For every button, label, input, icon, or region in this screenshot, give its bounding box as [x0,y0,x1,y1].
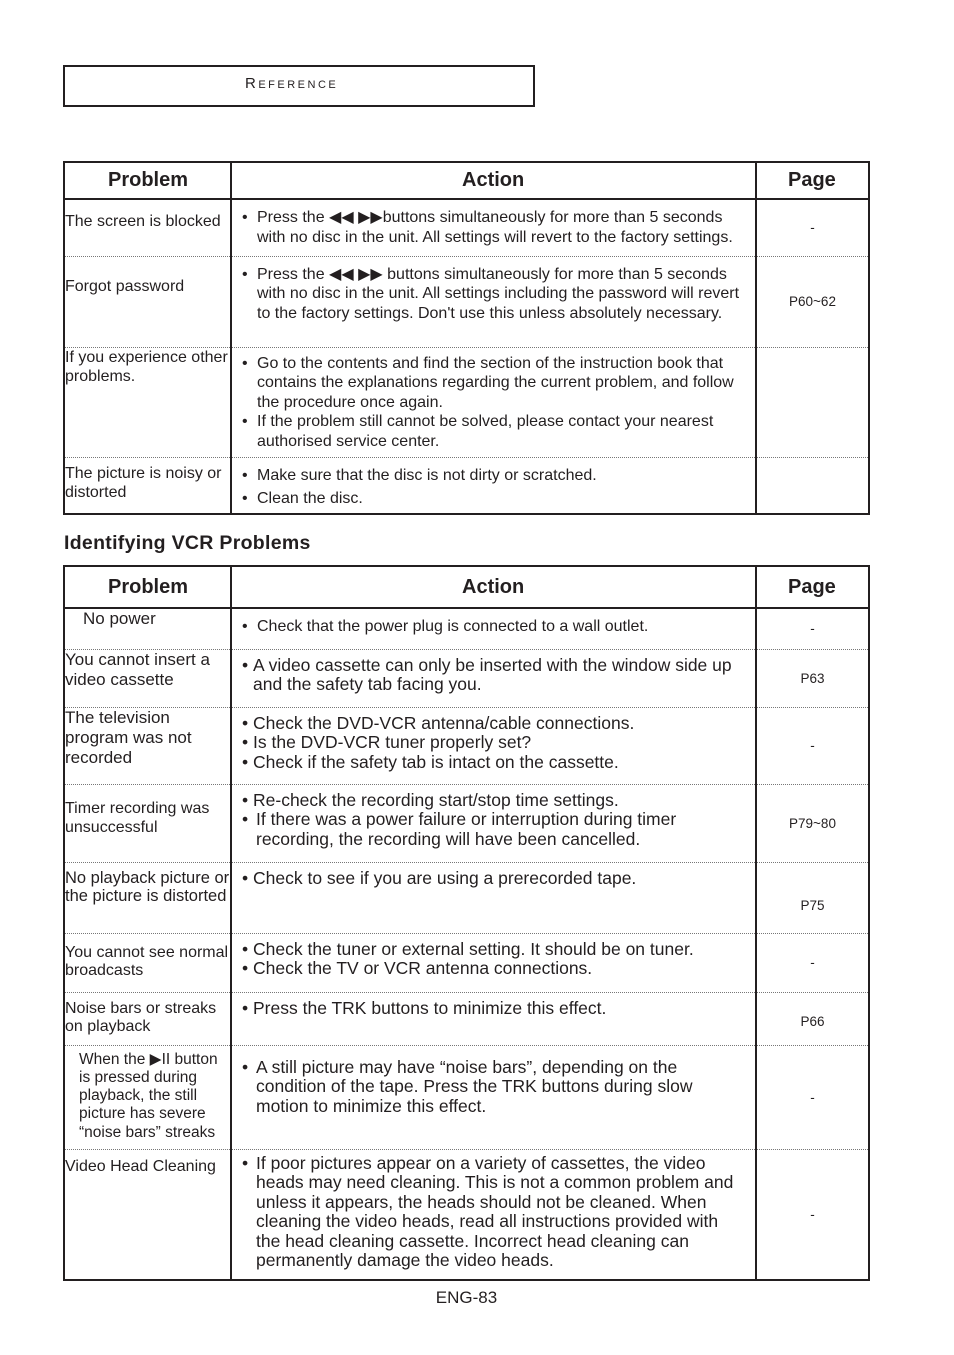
action-list [232,650,755,695]
reference-header-box [63,65,535,107]
page-cell: - [756,933,869,992]
problem-cell: You cannot insert a video cassette [64,649,231,707]
action-item: • If there was a power failure or interruption during timer recording, the recording will have been cancelled. [242,810,747,849]
table-header-row [64,566,869,608]
problem-column-header: Problem [64,566,231,608]
action-list [232,348,755,452]
action-list [232,934,755,979]
page-number: ENG-83 [435,1288,498,1307]
problem-cell: The television program was not recorded [64,707,231,784]
section-heading: Identifying VCR Problems [64,532,311,554]
dvd-troubleshooting-table [63,161,870,515]
table-row [64,347,869,457]
action-cell [231,347,756,457]
page-cell: - [756,1045,869,1149]
action-cell [231,784,756,862]
action-item: • Is the DVD-VCR tuner properly set? [242,733,747,753]
table-row [64,992,869,1045]
table-row [64,1045,869,1149]
problem-cell: Noise bars or streaks on playback [64,992,231,1045]
table-header-row [64,162,869,199]
action-item: • Clean the disc. [242,489,747,509]
action-cell [231,649,756,707]
action-column-header: Action [231,162,756,199]
action-list [232,863,755,889]
action-item: • Check to see if you are using a prerecorded tape. [242,869,747,889]
action-item: • A video cassette can only be inserted with the window side up and the safety tab facing you. [242,656,747,695]
action-item: • Press the ◀◀ ▶▶buttons simultaneously for more than 5 seconds with no disc in the unit. All settings will revert to the factory settings. [242,208,747,247]
page-cell: P66 [756,992,869,1045]
problem-cell: The screen is blocked [64,199,231,256]
action-cell [231,199,756,256]
action-list [232,458,755,509]
vcr-troubleshooting-table [63,565,870,1281]
action-list [232,993,755,1019]
table-row [64,862,869,933]
page-cell: P63 [756,649,869,707]
table-row [64,933,869,992]
problem-cell: No playback picture or the picture is distorted [64,862,231,933]
action-cell [231,862,756,933]
action-item: • Press the TRK buttons to minimize this effect. [242,999,747,1019]
problem-cell: Forgot password [64,256,231,347]
problem-cell: When the ▶II button is pressed during playback, the still picture has severe “noise bars” streaks [64,1045,231,1149]
problem-cell: No power [64,608,231,649]
action-item: • Check the TV or VCR antenna connections. [242,959,747,979]
action-list [232,257,755,324]
action-cell [231,256,756,347]
table-row [64,256,869,347]
action-cell [231,608,756,649]
action-item: • If the problem still cannot be solved, please contact your nearest authorised service center. [242,412,747,451]
table-row [64,649,869,707]
problem-cell: You cannot see normal broadcasts [64,933,231,992]
action-item: • Go to the contents and find the section of the instruction book that contains the explanations regarding the current problem, and follow the procedure once again. [242,354,747,413]
action-cell [231,1045,756,1149]
action-list [232,785,755,850]
action-cell [231,1149,756,1280]
table-row [64,199,869,256]
page-cell [756,347,869,457]
table-row [64,608,869,649]
action-column-header: Action [231,566,756,608]
action-item: • Make sure that the disc is not dirty or scratched. [242,466,747,486]
problem-cell: Timer recording was unsuccessful [64,784,231,862]
action-cell [231,992,756,1045]
page-column-header: Page [756,162,869,199]
action-list [232,708,755,773]
action-list [232,609,755,637]
page-cell: - [756,707,869,784]
table-row [64,707,869,784]
action-item: • Check if the safety tab is intact on the cassette. [242,753,747,773]
action-item: • Press the ◀◀ ▶▶ buttons simultaneously for more than 5 seconds with no disc in the unit. All settings including the password will revert to the factory settings. Don't use this unless absolutely necessary. [242,265,747,324]
page-cell [756,457,869,514]
problem-cell: Video Head Cleaning [64,1149,231,1280]
action-cell [231,457,756,514]
action-item: • Check the DVD-VCR antenna/cable connections. [242,714,747,734]
page-cell: P75 [756,862,869,933]
action-item: • If poor pictures appear on a variety of cassettes, the video heads may need cleaning. This is not a common problem and unless it appears, the heads should not be cleaned. When cleaning the video heads, read all instructions provided with the head cleaning cassette. Incorrect head cleaning can permanently damage the video heads. [242,1154,747,1271]
table-row [64,1149,869,1280]
page-cell: P79~80 [756,784,869,862]
section-label: Reference [245,75,339,92]
page-cell: - [756,199,869,256]
action-cell [231,933,756,992]
page-cell: - [756,1149,869,1280]
page-cell: - [756,608,869,649]
table-row [64,784,869,862]
problem-cell: The picture is noisy or distorted [64,457,231,514]
problem-column-header: Problem [64,162,231,199]
action-cell [231,707,756,784]
problem-cell: If you experience other problems. [64,347,231,457]
action-item: • Check the tuner or external setting. It should be on tuner. [242,940,747,960]
page-cell: P60~62 [756,256,869,347]
action-item: • Re-check the recording start/stop time settings. [242,791,747,811]
table-row [64,457,869,514]
action-item: • Check that the power plug is connected to a wall outlet. [242,617,747,637]
action-list [232,1046,755,1117]
action-list [232,200,755,247]
page-column-header: Page [756,566,869,608]
action-list [232,1150,755,1271]
action-item: • A still picture may have “noise bars”, depending on the condition of the tape. Press the TRK buttons during slow motion to minimize this effect. [242,1058,747,1117]
